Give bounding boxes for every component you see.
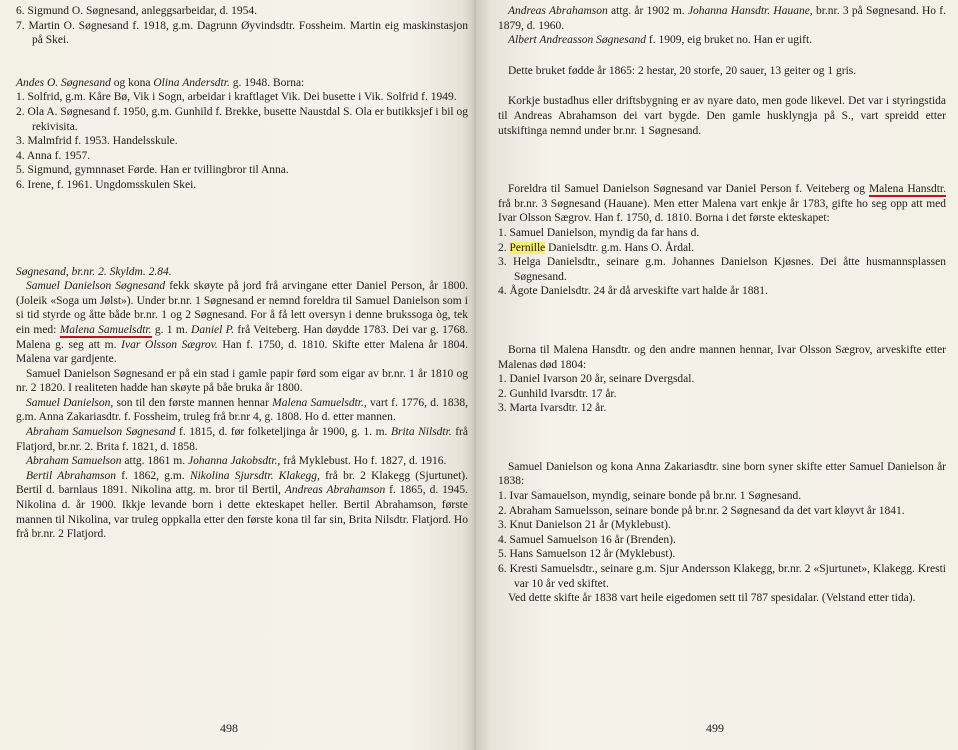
- list-item: 1. Ivar Samauelson, myndig, seinare bonde på br.nr. 1 Søgnesand.: [498, 490, 802, 503]
- left-list-b: [16, 90, 468, 192]
- paragraph-samuel-owner: Samuel Danielson Søgnesand er på ein stad i gamle papir førd som eigar av br.nr. 1 år 1810 og nr. 2 1820. I realiteten hadde han skøyte på båe bruka år 1800.: [16, 367, 468, 395]
- paragraph-abraham-remarry: Abraham Samuelson attg. 1861 m. Johanna Jakobsdtr., frå Myklebust. Ho f. 1827, d. 1916.: [26, 455, 447, 468]
- paragraph-bertil: Bertil Abrahamson f. 1862, g.m. Nikolina Sjursdtr. Klakegg, frå br. 2 Klakegg (Sjurtunet). Bertil d. barnlaus 1891. Nikolina attg. m. bror til Bertil, Andreas Abrahamson f. 1865, d. 1945. Nikolina d. år 1900. Ikkje levande born i dette ekteskapet heller. Bertil Abrahamson, første mannen til Nikolina, var truleg oppkalla etter den første kona til far sin, Brita Nilsdtr. Flatjord. Ho frå br.nr. 2 Flatjord.: [16, 469, 468, 541]
- paragraph-albert: Albert Andreasson Søgnesand f. 1909, eig bruket no. Han er ugift.: [508, 34, 813, 47]
- list-item: 2. Gunhild Ivarsdtr. 17 år.: [498, 387, 617, 400]
- list-item: 3. Helga Danielsdtr., seinare g.m. Johannes Danielson Kjøsnes. Dei åtte husmannsplassen Søgnesand.: [498, 256, 946, 283]
- yellow-highlight-mark: Pernille: [509, 241, 546, 254]
- right-list-d: [498, 372, 946, 416]
- paragraph-samuel-son: Samuel Danielson, son til den første mannen hennar Malena Samuelsdtr., vart f. 1776, d. 1838, g.m. Anna Zakariasdtr. f. Fossheim, truleg frå br.nr 4, g. 1808. Ho d. etter mannen.: [16, 396, 468, 424]
- list-item: 4. Anna f. 1957.: [16, 149, 91, 162]
- right-list-e: [498, 489, 946, 591]
- paragraph-abraham: Abraham Samuelson Søgnesand f. 1815, d. før folketeljinga år 1900, g. 1. m. Brita Nilsdtr. frå Flatjord, br.nr. 2. Brita f. 1821, d. 1858.: [16, 426, 468, 453]
- paragraph-andes: Andes O. Søgnesand og kona Olina Andersdtr. g. 1948. Borna:: [16, 76, 305, 89]
- page-number: 499: [706, 721, 724, 735]
- paragraph-andreas: Andreas Abrahamson attg. år 1902 m. Johanna Hansdtr. Hauane, br.nr. 3 på Søgnesand. Ho f. 1879, d. 1960.: [498, 5, 946, 32]
- list-item: 2. Ola A. Søgnesand f. 1950, g.m. Gunhild f. Brekke, busette Naustdal S. Ola er butikksjef i bil og rekivisita.: [16, 105, 468, 133]
- red-underline-mark: Malena Hansdtr.: [868, 183, 946, 196]
- list-item: 4. Ågote Danielsdtr. 24 år då arveskifte vart halde år 1881.: [498, 285, 768, 298]
- list-item: 1. Daniel Ivarson 20 år, seinare Dvergsdal.: [498, 373, 695, 386]
- list-item: 3. Marta Ivarsdtr. 12 år.: [498, 402, 607, 415]
- list-item: 3. Malmfrid f. 1953. Handelsskule.: [16, 135, 178, 148]
- paragraph-livestock: Dette bruket fødde år 1865: 2 hestar, 20 storfe, 20 sauer, 13 geiter og 1 gris.: [508, 64, 857, 77]
- section-heading: Søgnesand, br.nr. 2. Skyldm. 2.84.: [16, 265, 172, 278]
- page-number: 498: [220, 721, 238, 735]
- list-item: 1. Solfrid, g.m. Kåre Bø, Vik i Sogn, arbeidar i kraftlaget Vik. Dei busette i Vik. Solfrid f. 1949.: [16, 91, 457, 104]
- list-item: 1. Samuel Danielson, myndig da far hans d.: [498, 226, 700, 239]
- paragraph-parents: Foreldra til Samuel Danielson Søgnesand var Daniel Person f. Veiteberg og Malena Hansdtr. frå br.nr. 3 Søgnesand (Hauane). Men etter Malena vart enkje år 1783, gifte ho seg opp att med Ivar Olsson Sægrov. Han f. 1750, d. 1810. Borna i det første ekteskapet:: [498, 183, 946, 225]
- right-page: [476, 0, 958, 750]
- paragraph-second-marriage: Borna til Malena Hansdtr. og den andre mannen hennar, Ivar Olsson Sægrov, arveskifte etter Malenas død 1804:: [498, 343, 946, 371]
- paragraph-skifte-1838: Samuel Danielson og kona Anna Zakariasdtr. sine born syner skifte etter Samuel Danielson år 1838:: [498, 460, 946, 488]
- paragraph-samuel-intro: Samuel Danielson Søgnesand fekk skøyte på jord frå arvingane etter Daniel Person, år 1800. (Joleik «Soga um Jølst»). Under br.nr. 1 Søgnesand er nemnd foreldra til Samuel Danielson som i si tid styrde og åtte både br.nr. 1 og 2 Søgnesand. For å få lett oversyn i denne brukssoga òg, tek ein med: Malena Samuelsdtr. g. 1 m. Daniel P. frå Veiteberg. Han døydde 1783. Dei var g. 1768. Malena g. seg att m. Ivar Olsson Sægrov. Han f. 1750, d. 1810. Skifte etter Malena år 1804. Malena var gardjente.: [16, 280, 468, 366]
- list-item: 6. Irene, f. 1961. Ungdomsskulen Skei.: [16, 178, 197, 191]
- red-underline-mark: Malena Samuelsdtr.: [59, 323, 152, 336]
- list-item: 5. Sigmund, gymnnaset Førde. Han er tvillingbror til Anna.: [16, 164, 289, 177]
- left-page: [0, 0, 476, 750]
- paragraph-estate-value: Ved dette skifte år 1838 vart heile eigedomen sett til 787 spesidalar. (Velstand etter tida).: [508, 592, 916, 605]
- list-item: 2. Pernille Danielsdtr. g.m. Hans O. Årdal.: [498, 241, 695, 254]
- list-item: 3. Knut Danielson 21 år (Myklebust).: [498, 519, 671, 532]
- list-item: 7. Martin O. Søgnesand f. 1918, g.m. Dagrunn Øyvindsdtr. Fossheim. Martin eig maskinstasjon på Skei.: [16, 19, 468, 47]
- list-item: 6. Sigmund O. Søgnesand, anleggsarbeidar, d. 1954.: [16, 5, 258, 17]
- left-list-a: [16, 4, 468, 48]
- right-list-c: [498, 226, 946, 299]
- list-item: 5. Hans Samuelson 12 år (Myklebust).: [498, 548, 676, 561]
- list-item: 2. Abraham Samuelsson, seinare bonde på br.nr. 2 Søgnesand da det vart kløyvt år 1841.: [498, 504, 905, 517]
- list-item: 6. Kresti Samuelsdtr., seinare g.m. Sjur Andersson Klakegg, br.nr. 2 «Sjurtunet», Klakegg. Kresti var 10 år ved skiftet.: [498, 563, 946, 590]
- paragraph-buildings: Korkje bustadhus eller driftsbygning er av nyare dato, men gode likevel. Det var i styringstida til Andreas Abrahamson dei vart bygde. Den gamle husklyngja på S., vart spreidd etter utskiftinga nemnd under br.nr. 1 Søgnesand.: [498, 95, 946, 137]
- list-item: 4. Samuel Samuelson 16 år (Brenden).: [498, 533, 676, 546]
